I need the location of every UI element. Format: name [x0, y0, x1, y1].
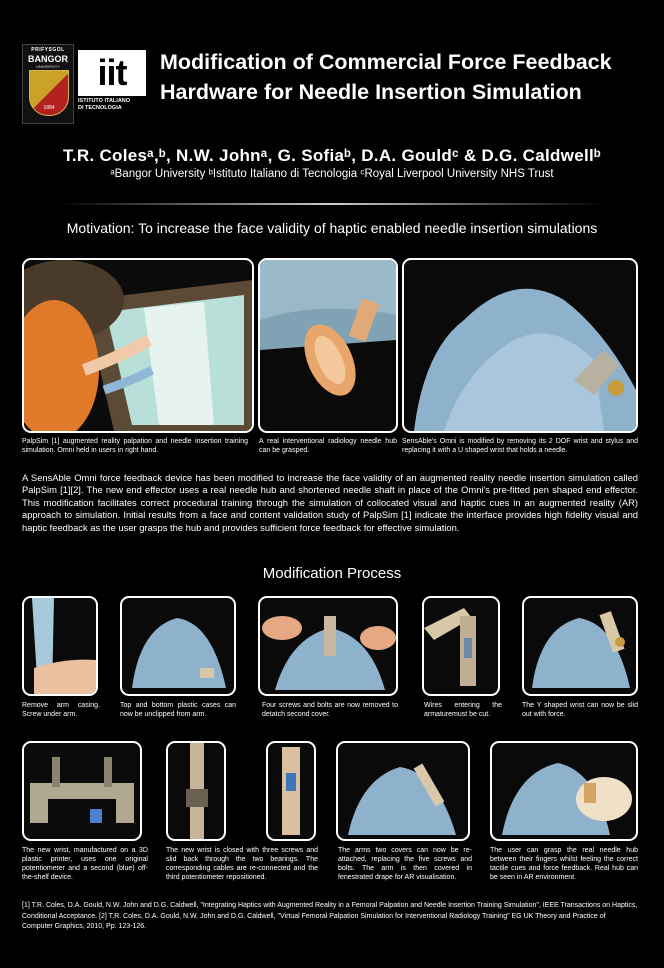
- omni-caption: SensAble's Omni is modified by removing its 2 DOF wrist and stylus and replacing it with a U shaped wrist that holds a needle.: [402, 438, 638, 454]
- iit-logo-text: [78, 98, 146, 112]
- step-6-caption: The new wrist, manufactured on a 3D plastic printer, uses one original potentiometer and a second (blue) off-the-shelf device.: [22, 847, 148, 881]
- motivation-heading: Motivation: To increase the face validity of haptic enabled needle insertion simulations: [66, 220, 598, 236]
- iit-logo-line2: DI TECNOLOGIA: [78, 105, 122, 111]
- step-5-caption: The Y shaped wrist can now be slid out with force.: [522, 702, 638, 718]
- authors: T.R. Colesᵃ,ᵇ, N.W. Johnᵃ, G. Sofiaᵇ, D.A. Gouldᶜ & D.G. Caldwellᵇ: [63, 146, 601, 165]
- iit-logo-line1: ISTITUTO ITALIANO: [78, 98, 131, 104]
- header-divider: [60, 203, 604, 205]
- iit-logo: [78, 50, 146, 118]
- step-1-caption: Remove arm casing. Screw under arm.: [22, 702, 100, 718]
- palpsim-user-photo: [22, 258, 254, 433]
- step-3-photo: [258, 596, 398, 696]
- step-3-caption: Four screws and bolts are now removed to detatch second cover.: [262, 702, 398, 718]
- step-5-photo: [522, 596, 638, 696]
- bangor-logo-year: 1884: [43, 105, 55, 111]
- step-7-caption: The new wrist is closed with three screws and slid back through the two bearings. The corresponding cables are re-connected and the third potentiometer repositioned.: [166, 847, 318, 881]
- needle-hub-caption: A real interventional radiology needle hub can be grasped.: [259, 438, 397, 454]
- modified-omni-photo: [402, 258, 638, 433]
- bangor-logo-line3: UNIVERSITY: [35, 64, 60, 69]
- iit-logo-mark: iit: [78, 50, 146, 96]
- references: [1] T.R. Coles, D.A. Gould, N.W. John and D.G. Caldwell, "Integrating Haptics with Augmented Reality in a Femoral Palpation and Needle Insertion Training Simulation", IEEE Transactions on Haptics, Conditional Acceptance. [2] T.R. Coles, D.A. Gould, N.W. John and D.G. Caldwell, "Virtual Femoral Palpation Simulation for Interventional Radiology Training" EG UK Theory and Practice of Computer Graphics, 2010, Pp. 123-126.: [22, 902, 638, 930]
- title-line-1: Modification of Commercial Force Feedback: [160, 50, 612, 74]
- step-2-photo: [120, 596, 236, 696]
- step-9-photo: [336, 741, 470, 841]
- step-9-caption: The arms two covers can now be re-attached, replacing the five screws and bolts. The arm is then covered in fenestrated drape for AR visualisation.: [338, 847, 472, 881]
- step-6-photo: [22, 741, 142, 841]
- step-10-photo: [490, 741, 638, 841]
- step-10-caption: The user can grasp the real needle hub between their fingers whilst feeling the correct tactile cues and force feedback. Real hub can be seen in AR environment.: [490, 847, 638, 881]
- bangor-shield-icon: [29, 70, 69, 116]
- step-4-photo: [422, 596, 500, 696]
- step-8-photo: [266, 741, 316, 841]
- modification-process-heading: Modification Process: [262, 565, 402, 582]
- bangor-logo-line2: BANGOR: [28, 54, 68, 64]
- bangor-university-logo: [22, 44, 74, 124]
- bangor-logo-line1: PRIFYSGOL: [31, 47, 65, 53]
- step-2-caption: Top and bottom plastic cases can now be unclipped from arm.: [120, 702, 236, 718]
- needle-hub-photo: [258, 258, 398, 433]
- palpsim-caption: PalpSim [1] augmented reality palpation and needle insertion training simulation. Omni held in users in right hand.: [22, 438, 248, 454]
- body-paragraph: A SensAble Omni force feedback device has been modified to increase the face validity of an augmented reality needle insertion simulation called PalpSim [1][2]. The new end effector uses a real needle hub and shortened needle shaft in place of the Omni's pre-fitted pen shaped end effector. This modification facilitates correct procedural training through the simulation of collocated visual and haptic cues in an augmented reality (AR) approach to simulation. Initial results from a face and content validation study of PalpSim [1] indicate the interface provides high fidelity visual and haptic feedback as the user grasps the hub and provides sufficient force feedback for effective simulation.: [22, 472, 638, 533]
- poster-title: [160, 47, 650, 107]
- step-7-photo: [166, 741, 226, 841]
- title-line-2: Hardware for Needle Insertion Simulation: [160, 80, 582, 104]
- affiliations: ᵃBangor University ᵇIstituto Italiano di Tecnologia ᶜRoyal Liverpool University NHS Trust: [110, 168, 554, 180]
- step-1-photo: [22, 596, 98, 696]
- step-4-caption: Wires entering the armaturemust be cut.: [424, 702, 502, 718]
